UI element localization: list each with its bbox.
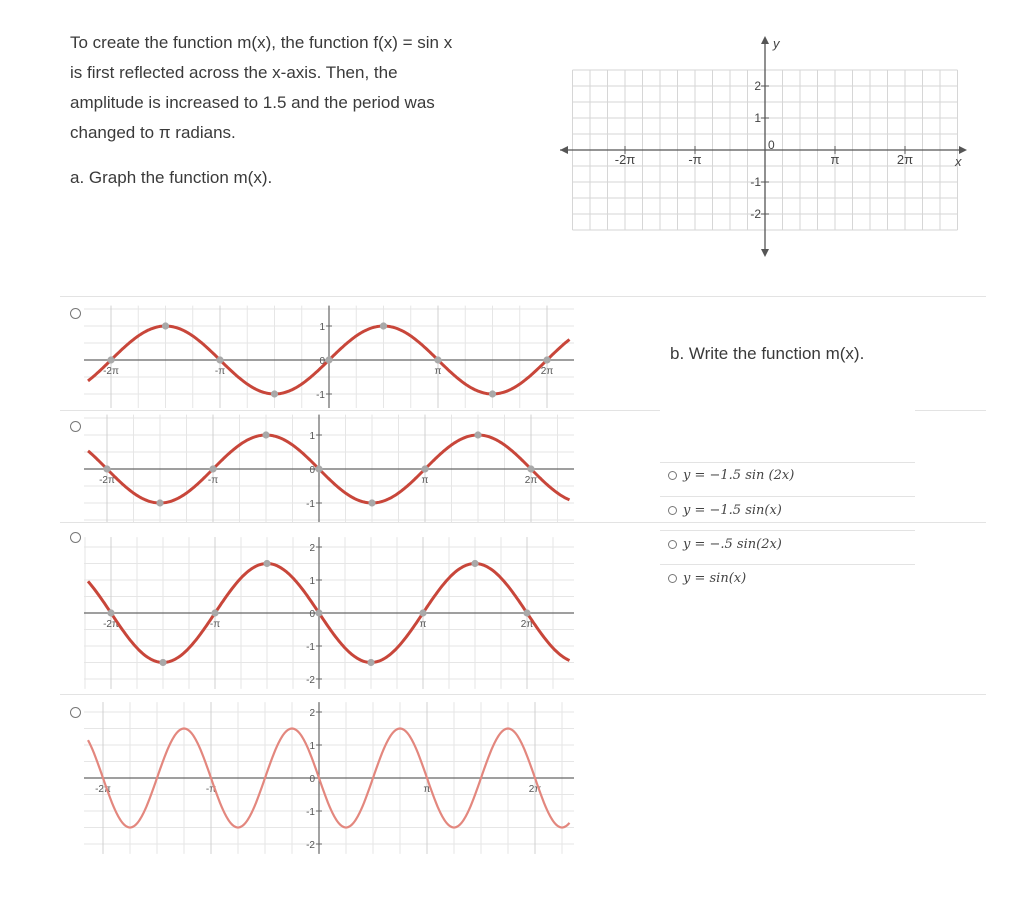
graph-option-4	[84, 696, 574, 856]
y-tick-label: 2	[309, 708, 315, 719]
x-tick-label: -π	[209, 619, 221, 630]
key-point	[107, 356, 114, 363]
key-point	[209, 465, 216, 472]
x-tick-label: -π	[205, 784, 217, 795]
y-tick-label: 0	[309, 465, 315, 476]
key-point	[421, 465, 428, 472]
equation-option-2[interactable]	[668, 503, 782, 518]
equation-radio[interactable]	[668, 471, 677, 480]
y-tick-label: 1	[309, 741, 315, 752]
x-tick-label: -π	[688, 152, 702, 167]
y-tick-label: -1	[316, 390, 325, 401]
key-point	[368, 499, 375, 506]
x-tick-label: 2π	[528, 784, 542, 795]
key-point	[315, 609, 322, 616]
x-tick-label: π	[419, 619, 427, 630]
y-axis-arrow	[761, 36, 769, 44]
key-point	[103, 465, 110, 472]
equation-text: y = −.5 sin(2x)	[683, 537, 782, 552]
key-point	[419, 609, 426, 616]
origin-label: 0	[768, 138, 775, 152]
graph-option-radio-2[interactable]	[70, 421, 81, 432]
y-axis-label: y	[773, 36, 780, 51]
part-a-label: a. Graph the function m(x).	[70, 168, 273, 187]
y-tick-label: 1	[319, 322, 325, 333]
divider	[60, 694, 986, 695]
divider	[915, 410, 986, 411]
x-tick-label: π	[830, 152, 840, 167]
question-line: changed to π radians.	[70, 123, 236, 142]
part-b-label: b. Write the function m(x).	[670, 344, 865, 363]
x-tick-label: -2π	[95, 784, 111, 795]
key-point	[216, 356, 223, 363]
reference-grid	[555, 30, 975, 260]
y-tick-label: 0	[319, 356, 325, 367]
x-tick-label: π	[421, 475, 429, 486]
x-tick-label: -2π	[103, 366, 119, 377]
graph-option-2	[84, 412, 574, 522]
divider	[660, 496, 915, 497]
y-tick-label: -1	[306, 807, 315, 818]
x-tick-label: 2π	[540, 366, 554, 377]
key-point	[523, 609, 530, 616]
question-line: To create the function m(x), the function f(x) = sin x	[70, 33, 453, 52]
divider	[660, 564, 915, 565]
divider	[60, 410, 660, 411]
key-point	[211, 609, 218, 616]
key-point	[156, 499, 163, 506]
x-tick-label: -π	[214, 366, 226, 377]
y-tick-label: 2	[309, 543, 315, 554]
y-tick-label: 1	[309, 431, 315, 442]
key-point	[325, 356, 332, 363]
equation-text: y = −1.5 sin(x)	[683, 503, 782, 518]
key-point	[262, 431, 269, 438]
x-tick-label: -2π	[614, 152, 636, 167]
graph-option-3	[84, 524, 574, 689]
equation-option-4[interactable]	[668, 571, 746, 586]
x-axis-arrow	[959, 146, 967, 154]
y-tick-label: 0	[309, 774, 315, 785]
key-point	[263, 560, 270, 567]
key-point	[159, 659, 166, 666]
equation-option-1[interactable]	[668, 468, 794, 483]
x-tick-label: -2π	[103, 619, 119, 630]
x-tick-label: -2π	[99, 475, 115, 486]
y-tick-label: -2	[306, 840, 315, 851]
y-tick-label: 1	[754, 111, 761, 125]
x-tick-label: 2π	[520, 619, 534, 630]
x-axis-arrow	[560, 146, 568, 154]
key-point	[107, 609, 114, 616]
key-point	[271, 390, 278, 397]
graph-option-1	[84, 298, 574, 408]
equation-text: y = −1.5 sin (2x)	[683, 468, 795, 483]
question-line: amplitude is increased to 1.5 and the period was	[70, 93, 435, 112]
key-point	[162, 322, 169, 329]
x-tick-label: -π	[207, 475, 219, 486]
x-axis-label: x	[955, 154, 962, 169]
x-tick-label: 2π	[896, 152, 914, 167]
equation-radio[interactable]	[668, 506, 677, 515]
equation-radio[interactable]	[668, 574, 677, 583]
y-tick-label: 0	[309, 609, 315, 620]
equation-radio[interactable]	[668, 540, 677, 549]
question-line: is first reflected across the x-axis. Then, the	[70, 63, 398, 82]
equation-text: y = sin(x)	[683, 571, 747, 586]
y-tick-label: 2	[754, 79, 761, 93]
key-point	[474, 431, 481, 438]
y-tick-label: -2	[750, 207, 761, 221]
key-point	[471, 560, 478, 567]
y-axis-arrow	[761, 249, 769, 257]
divider	[60, 296, 986, 297]
y-tick-label: -1	[750, 175, 761, 189]
x-tick-label: π	[423, 784, 431, 795]
key-point	[543, 356, 550, 363]
key-point	[489, 390, 496, 397]
question-text	[70, 28, 550, 148]
key-point	[380, 322, 387, 329]
y-tick-label: 1	[309, 576, 315, 587]
divider	[60, 522, 986, 523]
y-tick-label: -1	[306, 499, 315, 510]
x-tick-label: 2π	[524, 475, 538, 486]
graph-option-radio-3[interactable]	[70, 532, 81, 543]
key-point	[315, 465, 322, 472]
key-point	[434, 356, 441, 363]
divider	[660, 462, 915, 463]
y-tick-label: -2	[306, 675, 315, 686]
y-tick-label: -1	[306, 642, 315, 653]
graph-option-radio-1[interactable]	[70, 308, 81, 319]
key-point	[527, 465, 534, 472]
x-tick-label: π	[434, 366, 442, 377]
graph-option-radio-4[interactable]	[70, 707, 81, 718]
equation-option-3[interactable]	[668, 537, 782, 552]
key-point	[367, 659, 374, 666]
divider	[660, 530, 915, 531]
